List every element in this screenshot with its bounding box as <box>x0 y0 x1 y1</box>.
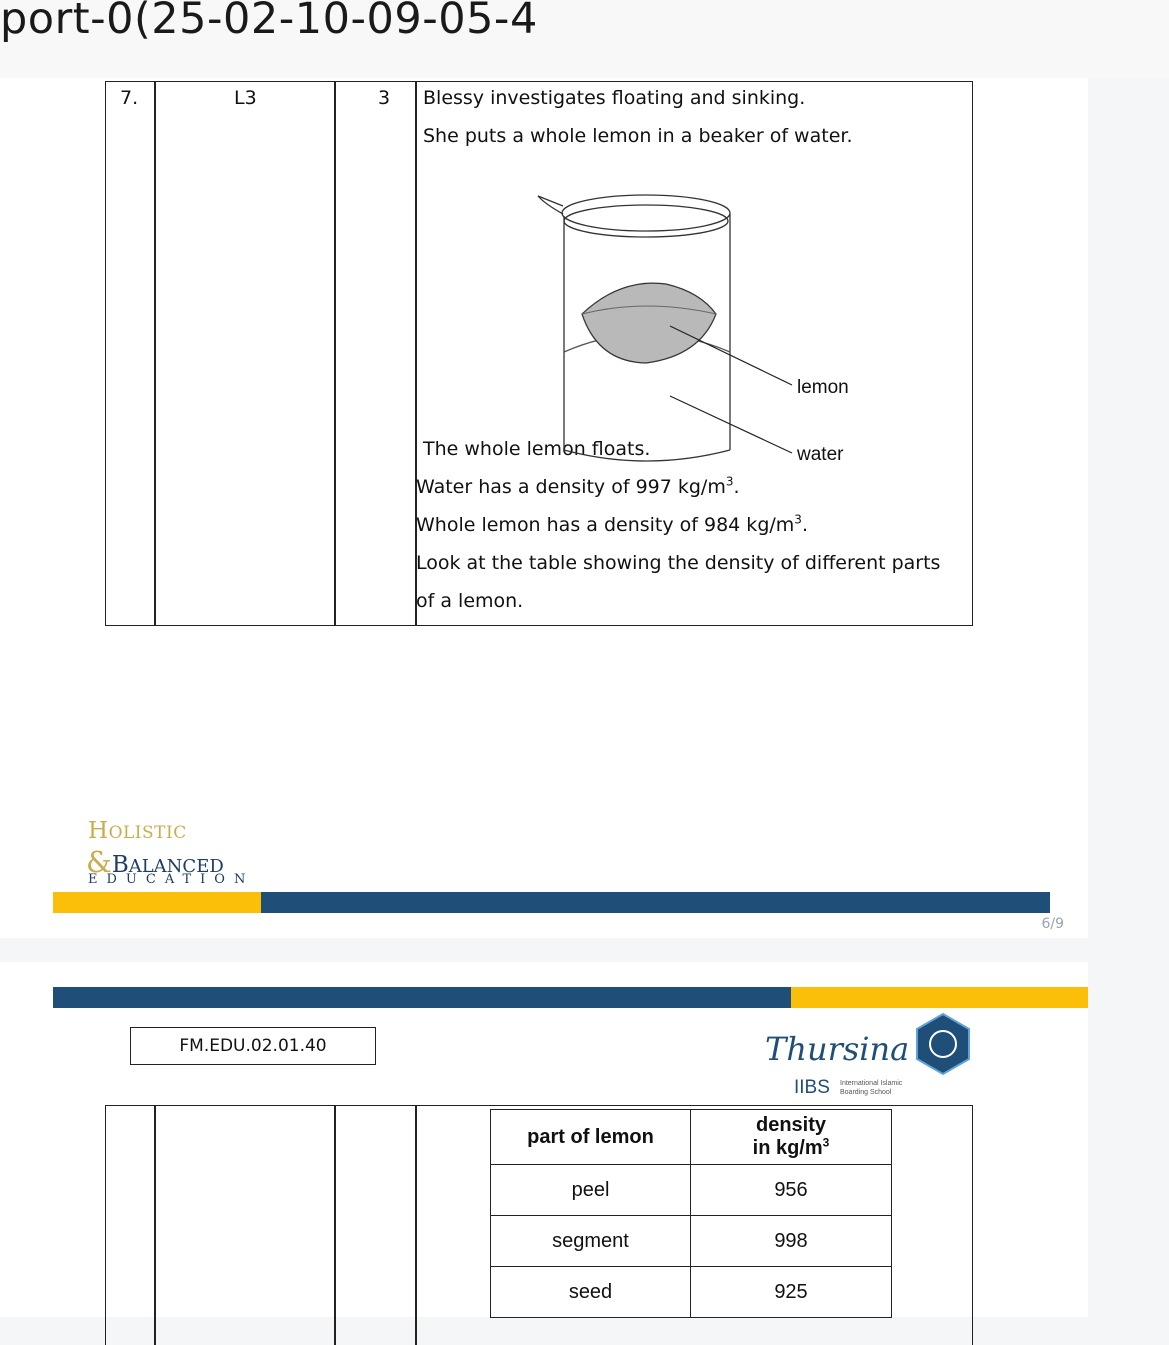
part-cell: segment <box>491 1216 691 1267</box>
viewer-background <box>1088 78 1169 1341</box>
logo-education: EDUCATION <box>88 872 255 887</box>
beaker-inner-rim <box>564 205 728 237</box>
question-lemon-density: Whole lemon has a density of 984 $kg/m^3$. <box>416 512 808 536</box>
beaker-rim <box>562 195 730 231</box>
header-part: part of lemon <box>491 1110 691 1165</box>
question-water-density: Water has a density of 997 $kg/m^3$. <box>416 474 740 498</box>
part-cell: seed <box>491 1267 691 1318</box>
column-divider <box>415 82 417 625</box>
table-row <box>491 1165 892 1216</box>
window-title: port-0(25-02-10-09-05-4 <box>0 0 538 44</box>
school-script: Thursina <box>765 1030 910 1068</box>
table-row <box>491 1267 892 1318</box>
header-bar-navy <box>53 987 791 1008</box>
header-bar-gold <box>791 987 1088 1008</box>
question-number: 7. <box>120 87 139 109</box>
window-titlebar <box>0 0 1169 78</box>
table-row <box>491 1216 892 1267</box>
school-emblem-icon <box>917 1014 969 1074</box>
question-floats: The whole lemon floats. <box>423 438 651 460</box>
water-label: water <box>797 444 844 465</box>
question-level: L3 <box>234 87 257 109</box>
school-abbr: IIBS <box>794 1077 830 1098</box>
question-line-2: She puts a whole lemon in a beaker of water. <box>423 125 853 147</box>
density-cell: 925 <box>691 1267 892 1318</box>
lemon-leader-line <box>670 326 792 385</box>
density-table-header <box>491 1110 892 1165</box>
question-marks: 3 <box>378 87 391 109</box>
density-cell: 956 <box>691 1165 892 1216</box>
column-divider <box>334 82 336 625</box>
header-density: density in $kg/m^3$ <box>691 1110 892 1165</box>
page-number: 6/9 <box>1041 916 1064 932</box>
part-cell: peel <box>491 1165 691 1216</box>
document-page-7 <box>0 962 1088 1317</box>
school-logo <box>760 1012 980 1102</box>
school-name-1: International Islamic <box>840 1080 903 1087</box>
logo-balanced: &BALANCED <box>86 845 224 879</box>
column-divider <box>415 1106 417 1345</box>
beaker-spout <box>538 196 563 214</box>
density-table <box>490 1109 892 1318</box>
logo-holistic: HOLISTIC <box>88 818 187 844</box>
density-cell: 998 <box>691 1216 892 1267</box>
question-line-1: Blessy investigates floating and sinking. <box>423 87 806 109</box>
footer-bar-navy <box>261 892 1050 913</box>
question-look-line-2: of a lemon. <box>416 590 524 612</box>
document-page-6 <box>0 78 1088 938</box>
school-name-2: Boarding School <box>840 1089 892 1096</box>
column-divider <box>154 82 156 625</box>
lemon-shape <box>582 283 716 363</box>
form-code: FM.EDU.02.01.40 <box>130 1027 376 1065</box>
question-look-line-1: Look at the table showing the density of different parts <box>416 552 941 574</box>
lemon-label: lemon <box>797 377 849 398</box>
footer-bar-gold <box>53 892 261 913</box>
column-divider <box>334 1106 336 1345</box>
column-divider <box>154 1106 156 1345</box>
